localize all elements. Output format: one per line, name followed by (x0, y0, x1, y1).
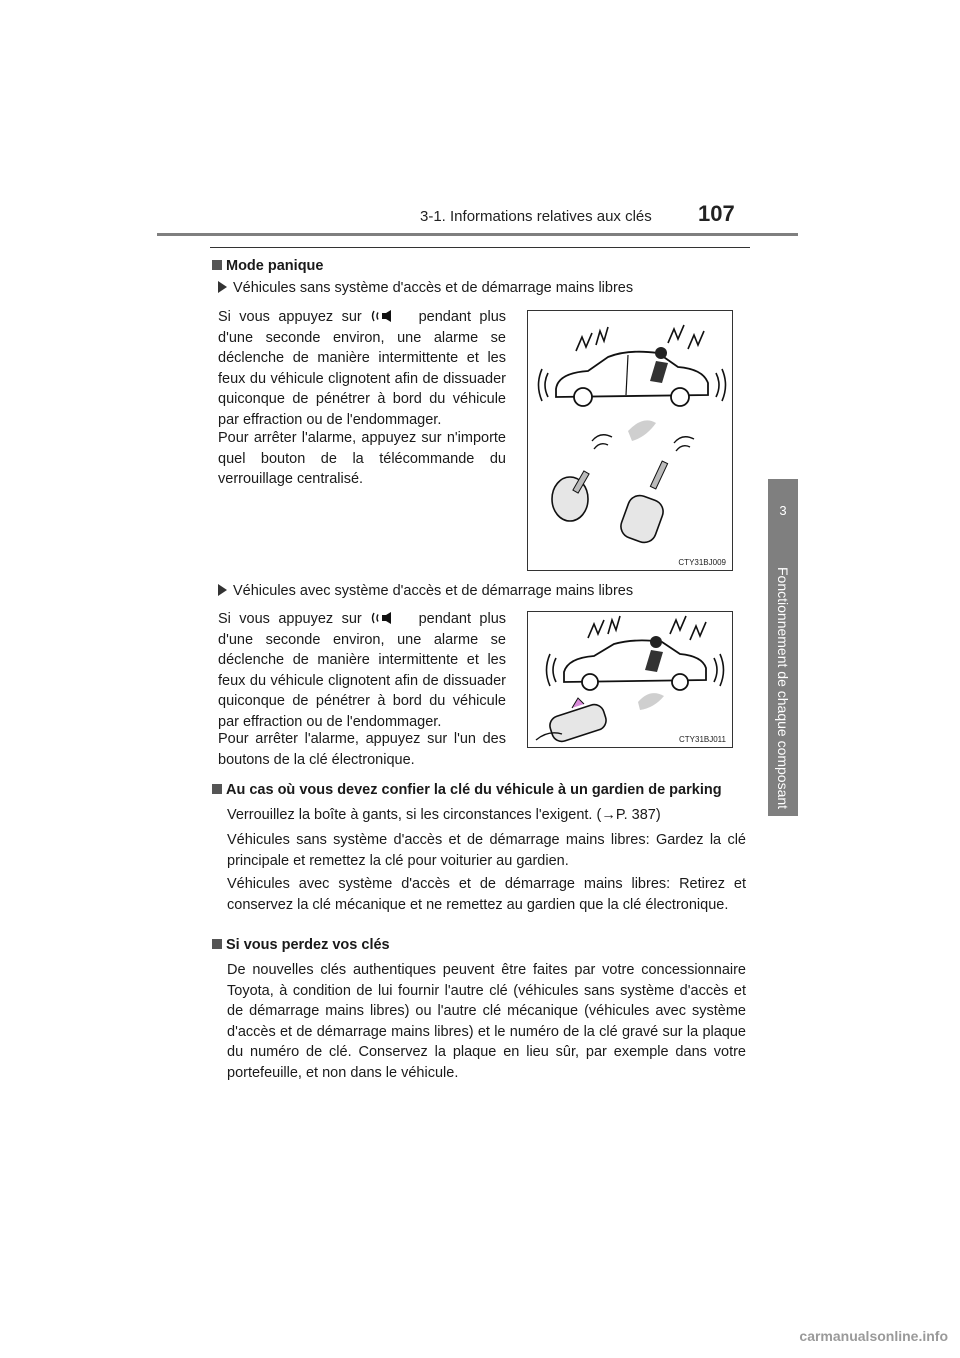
header-title: 3-1. Informations relatives aux clés (420, 208, 652, 225)
chapter-number: 3 (779, 503, 787, 518)
triangle-bullet-icon (218, 281, 227, 293)
panic-button-icon (370, 309, 410, 323)
content-rule (210, 247, 750, 248)
figure-code: CTY31BJ009 (678, 558, 726, 567)
figure-panic-with-system (527, 611, 733, 748)
chapter-side-tab (768, 479, 798, 816)
chapter-label: Fonctionnement de chaque composant (775, 567, 791, 810)
section-heading-panic: Mode panique (212, 258, 323, 274)
section-heading-valet: Au cas où vous devez confier la clé du véhicule à un gardien de parking (212, 782, 722, 798)
square-bullet-icon (212, 260, 222, 270)
header-rule (157, 233, 798, 236)
panic-paragraph-2-with: Pour arrêter l'alarme, appuyez sur l'un des boutons de la clé électronique. (218, 731, 506, 768)
panic-paragraph-2-without: Pour arrêter l'alarme, appuyez sur n'importe quel bouton de la télécommande du verrouillage centralisé. (218, 430, 506, 487)
watermark: carmanualsonline.info (799, 1328, 948, 1344)
car-alarm-smart-key-illustration (528, 612, 733, 748)
car-alarm-remote-illustration (528, 311, 733, 571)
figure-code: CTY31BJ011 (679, 735, 726, 744)
bullet-without-system: Véhicules sans système d'accès et de démarrage mains libres (218, 280, 633, 296)
page-number: 107 (698, 201, 735, 226)
panic-paragraph-1-with: Si vous appuyez sur pendant plus d'une seconde environ, une alarme se déclenche de manière intermittente et les feux du véhicule clignotent afin de dissuader quiconque de pénétrer à bord du véhicule par effraction ou de l'endommager. (218, 611, 507, 730)
triangle-bullet-icon (218, 584, 227, 596)
valet-paragraph-1: Verrouillez la boîte à gants, si les circonstances l'exigent. (→P. 387) (227, 807, 661, 823)
lost-keys-paragraph: De nouvelles clés authentiques peuvent être faites par votre concessionnaire Toyota, à condition de lui fournir l'autre clé (véhicules sans système d'accès et de démarrage mains libres) ou l'autre clé mécanique (véhicules avec système d'accès et de démarrage mains libres) et le numéro de la clé gravé sur la plaque du numéro de clé. Conservez la plaque en lieu sûr, par exemple dans votre portefeuille, et non dans le véhicule. (227, 962, 746, 1081)
figure-panic-without-system (527, 310, 733, 571)
square-bullet-icon (212, 784, 222, 794)
square-bullet-icon (212, 939, 222, 949)
valet-paragraph-2: Véhicules sans système d'accès et de démarrage mains libres: Gardez la clé principale et remettez la clé pour voiturier au gardien. (227, 832, 746, 869)
panic-button-icon (370, 611, 410, 625)
section-heading-lost-keys: Si vous perdez vos clés (212, 937, 390, 953)
panic-paragraph-1-without: Si vous appuyez sur pendant plus d'une seconde environ, une alarme se déclenche de manière intermittente et les feux du véhicule clignotent afin de dissuader quiconque de pénétrer à bord du véhicule par effraction ou de l'endommager. (218, 309, 507, 428)
bullet-with-system: Véhicules avec système d'accès et de démarrage mains libres (218, 583, 633, 599)
valet-paragraph-3: Véhicules avec système d'accès et de démarrage mains libres: Retirez et conservez la clé mécanique et ne remettez au gardien que la clé électronique. (227, 876, 746, 913)
